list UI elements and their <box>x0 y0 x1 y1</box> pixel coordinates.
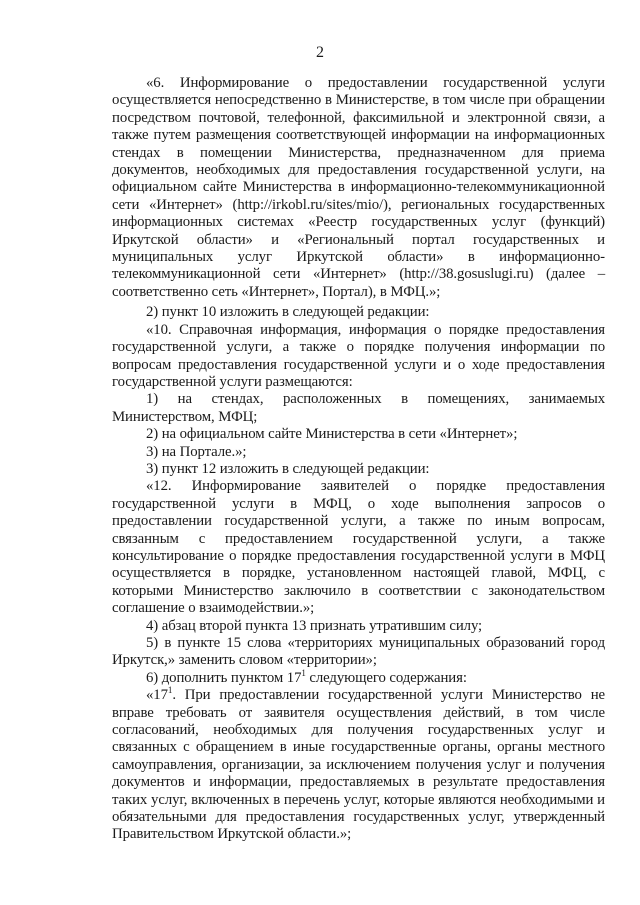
paragraph-text-start: 6) дополнить пунктом 17 <box>146 669 302 686</box>
paragraph-amend-point-12: 3) пункт 12 изложить в следующей редакции: <box>146 460 430 477</box>
superscript-marker: 1 <box>301 667 306 678</box>
document-body <box>112 75 605 844</box>
paragraph-text-start: «17 <box>146 687 168 704</box>
paragraph-item-10: «10. Справочная информация, информация о порядке предоставления государственной услуги, а также о порядке получения информации по вопросам предоставления государственной услуги и о ходе предоставления государственной услуги размещаются: <box>112 321 605 390</box>
paragraph-text-end: следующего содержания: <box>305 669 467 686</box>
paragraph-item-6: «6. Информирование о предоставлении государственной услуги осуществляется непосредственно в Министерстве, в том числе при обращении посредством почтовой, телефонной, факсимильной и электронной связи, а также путем размещения соответствующей информации на информационных стендах в помещении Министерства, предназначенном для приема документов, необходимых для предоставления государственной услуги, на официальном сайте Министерства в информационно-телекоммуникационной сети «Интернет» (http://irkobl.ru/sites/mio/), региональных государственных информационных системах «Реестр государственных услуг (функций) Иркутской области» и «Региональный портал государственных и муниципальных услуг Иркутской области» в информационно-телекоммуникационной сети «Интернет» (http://38.gosuslugi.ru) (далее – соответственно сеть «Интернет», Портал), в МФЦ.»; <box>112 75 605 300</box>
paragraph-amend-point-13: 4) абзац второй пункта 13 признать утратившим силу; <box>146 617 483 634</box>
paragraph-item-12: «12. Информирование заявителей о порядке предоставления государственной услуги в МФЦ, о ходе выполнения запросов о предоставлении государственной услуги, а также по иным вопросам, связанным с предоставлением государственной услуги, а также консультирование о порядке предоставления государственной услуги в МФЦ осуществляется в порядке, установленном настоящей главой, МФЦ, с которыми Министерство заключило в соответствии с законодательством соглашение о взаимодействии.»; <box>112 478 605 617</box>
paragraph-text-end: . При предоставлении государственной услуги Министерство не вправе требовать от заявителя осуществления действий, в том числе согласований, необходимых для получения государственных услуг и связанных с обращением в иные государственные органы, органы местного самоуправления, организации, за исключением получения услуг и получения документов и информации, предоставляемых в результате предоставления таких услуг, включенных в перечень услуг, которые являются необходимыми и обязательными для предоставления государственных услуг, утвержденный Правительством Иркутской области.»; <box>112 687 605 843</box>
paragraph-amend-point-15: 5) в пункте 15 слова «территориях муниципальных образований город Иркутск,» заменить словом «территории»; <box>112 635 605 669</box>
page-number: 2 <box>316 44 324 61</box>
paragraph-list-1: 1) на стендах, расположенных в помещениях, занимаемых Министерством, МФЦ; <box>112 391 605 425</box>
paragraph-item-17-1 <box>112 687 605 844</box>
paragraph-amend-point-10: 2) пункт 10 изложить в следующей редакции: <box>146 304 430 321</box>
paragraph-list-2: 2) на официальном сайте Министерства в сети «Интернет»; <box>146 426 518 443</box>
superscript-marker: 1 <box>167 685 173 696</box>
paragraph-list-3: 3) на Портале.»; <box>146 443 247 460</box>
paragraph-amend-point-17-1 <box>112 667 605 687</box>
